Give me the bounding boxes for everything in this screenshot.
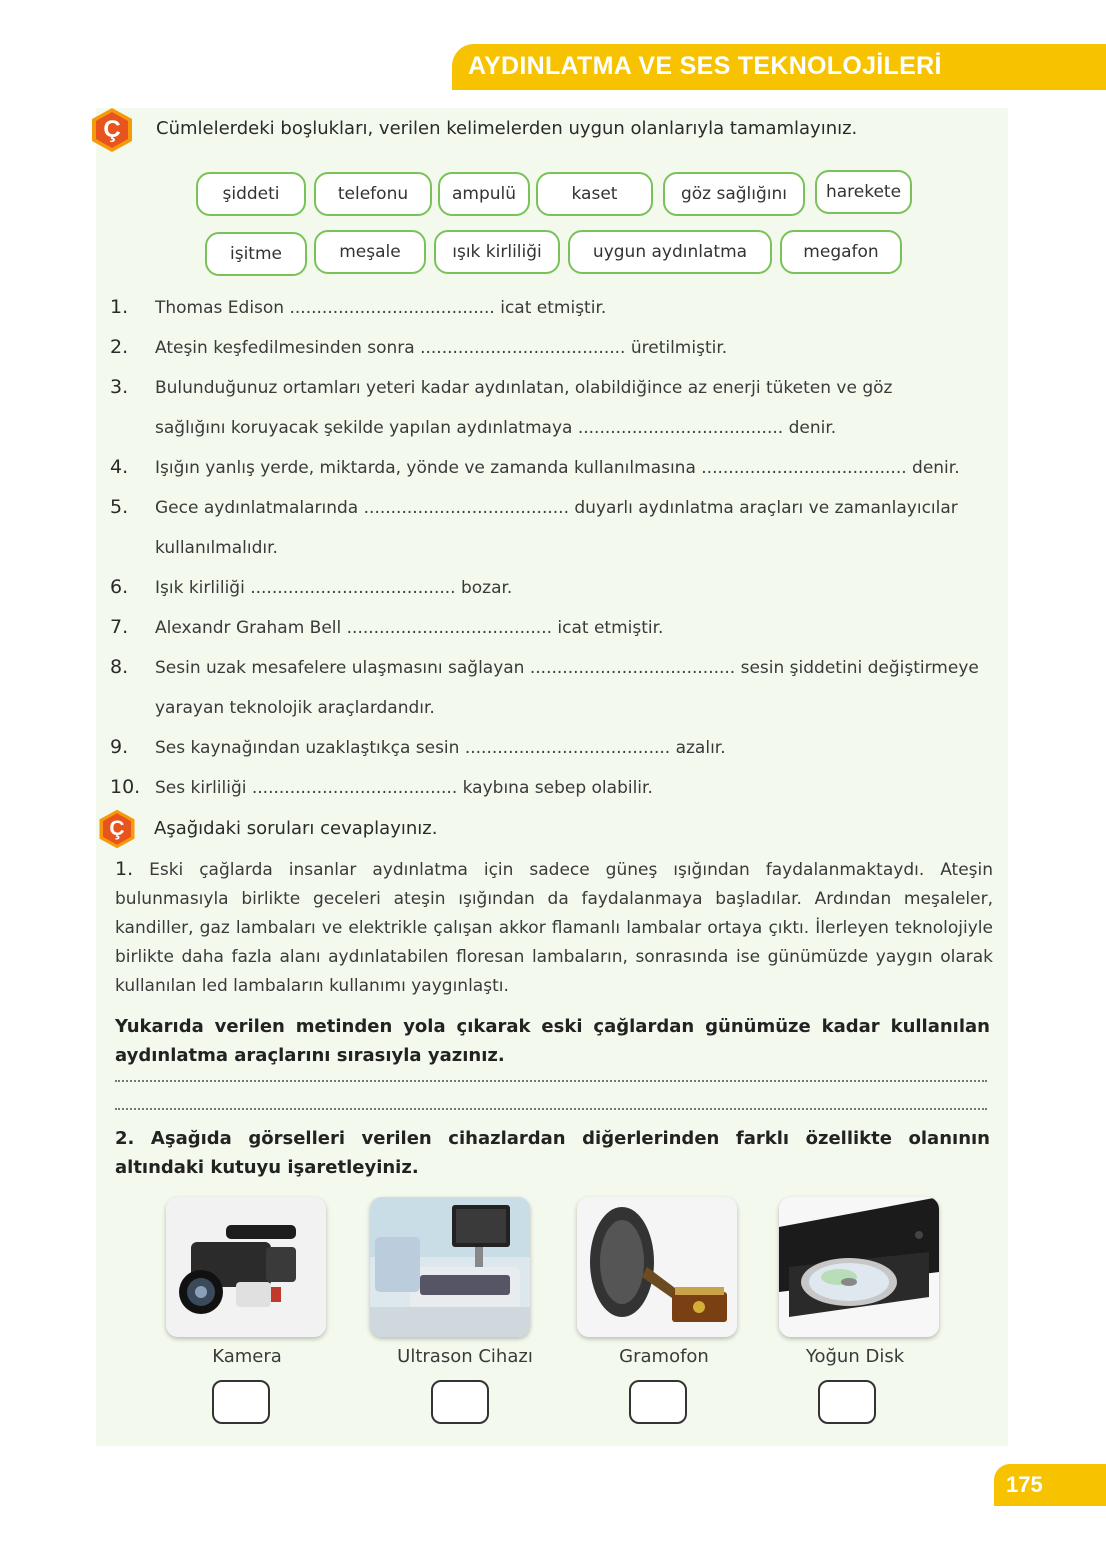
question-9 <box>110 736 726 758</box>
question-number: 1. <box>110 296 129 318</box>
word-pill <box>568 230 772 274</box>
word-pill <box>663 172 805 216</box>
question-number: 3. <box>110 376 129 398</box>
word-pill <box>205 232 307 276</box>
question-3-cont: sağlığını koruyacak şekilde yapılan aydınlatmaya ...................................... denir. <box>155 418 837 438</box>
question-5 <box>110 496 958 518</box>
q2-prompt: 2. Aşağıda görselleri verilen cihazlardan diğerlerinden farklı özellikte olanının altındaki kutuyu işaretleyiniz. <box>115 1128 990 1178</box>
checkbox-disk[interactable] <box>818 1380 876 1424</box>
answer-line[interactable] <box>115 1080 987 1082</box>
word-label: göz sağlığını <box>680 184 788 204</box>
answer-line[interactable] <box>115 1108 987 1110</box>
question-text: Ses kaynağından uzaklaştıkça sesin ...................................... azalır. <box>155 738 726 758</box>
device-label-gramophone: Gramofon <box>619 1346 709 1367</box>
word-pill <box>815 170 912 214</box>
ultrasound-image <box>370 1197 530 1337</box>
section-cc-instruction: Aşağıdaki soruları cevaplayınız. <box>154 818 438 839</box>
device-label-disk: Yoğun Disk <box>805 1346 905 1367</box>
q1-prompt: Yukarıda verilen metinden yola çıkarak eski çağlardan günümüze kadar kullanılan aydınlatma araçlarını sırasıyla yazınız. <box>115 1016 990 1066</box>
question-7 <box>110 616 663 638</box>
question-number: 6. <box>110 576 129 598</box>
word-pill <box>438 172 530 216</box>
section-cc-letter: Ç <box>109 817 125 840</box>
section-c-letter: Ç <box>103 116 121 143</box>
question-number: 7. <box>110 616 129 638</box>
question-text: Thomas Edison ...................................... icat etmiştir. <box>155 298 607 318</box>
word-label: uygun aydınlatma <box>592 242 748 262</box>
question-3 <box>110 376 892 398</box>
question-text: Alexandr Graham Bell ...................................... icat etmiştir. <box>155 618 664 638</box>
question-number: 5. <box>110 496 129 518</box>
camera-image <box>166 1197 326 1337</box>
question-number: 2. <box>110 336 129 358</box>
word-label: ışık kirliliği <box>452 242 542 262</box>
device-label-ultrasound: Ultrason Cihazı <box>397 1346 533 1367</box>
device-label-camera: Kamera <box>212 1346 282 1367</box>
checkbox-camera[interactable] <box>212 1380 270 1424</box>
word-pill <box>314 172 432 216</box>
question-number: 9. <box>110 736 129 758</box>
word-pill <box>196 172 306 216</box>
question-5-cont: kullanılmalıdır. <box>155 538 278 558</box>
q1-paragraph <box>115 855 993 1001</box>
question-6 <box>110 576 512 598</box>
question-number: 4. <box>110 456 129 478</box>
word-label: meşale <box>339 242 401 262</box>
word-pill <box>434 230 560 274</box>
question-number: 8. <box>110 656 129 678</box>
question-text: Işık kirliliği ...................................... bozar. <box>155 578 513 598</box>
question-text: Ateşin keşfedilmesinden sonra ...................................... üretilmiştir. <box>155 338 728 358</box>
page-title: AYDINLATMA VE SES TEKNOLOJİLERİ <box>468 52 942 80</box>
word-label: şiddeti <box>222 184 280 204</box>
question-text: Gece aydınlatmalarında ...................................... duyarlı aydınlatma araçları ve zamanlayıcılar <box>155 498 958 518</box>
question-text: Bulunduğunuz ortamları yeteri kadar aydınlatan, olabildiğince az enerji tüketen ve göz <box>155 378 893 398</box>
question-text: Sesin uzak mesafelere ulaşmasını sağlayan ...................................... sesin şiddetini değiştirmeye <box>155 658 979 678</box>
word-label: megafon <box>803 242 879 262</box>
word-pill <box>780 230 902 274</box>
question-2 <box>110 336 727 358</box>
question-8 <box>110 656 979 678</box>
question-8-cont: yarayan teknolojik araçlardandır. <box>155 698 435 718</box>
q1-number: 1. <box>115 858 134 880</box>
word-label: telefonu <box>337 184 409 204</box>
page-number: 175 <box>1006 1472 1043 1497</box>
question-number: 10. <box>110 776 141 798</box>
section-c-badge-icon <box>88 106 136 154</box>
checkbox-ultrasound[interactable] <box>431 1380 489 1424</box>
question-4 <box>110 456 960 478</box>
checkbox-gramophone[interactable] <box>629 1380 687 1424</box>
question-text: Işığın yanlış yerde, miktarda, yönde ve zamanda kullanılmasına ...................................... denir. <box>155 458 960 478</box>
word-label: ampulü <box>451 184 517 204</box>
word-pill <box>536 172 653 216</box>
dvd-player-image <box>779 1197 939 1337</box>
q1-text: Eski çağlarda insanlar aydınlatma için sadece güneş ışığından faydalanmaktaydı. Ateşin bulunmasıyla birlikte geceleri ateşin ışığından da faydalanmaya başladılar. Ardından meşaleler, kandiller, gaz lambaları ve elektrikle çalışan akkor flamanlı lambalar ortaya çıktı. İlerleyen teknolojiyle birlikte daha fazla alanı aydınlatabilen floresan lambaların, sonrasında ise günümüzde yaygın olarak kullanılan led lambaların kullanımı yaygınlaştı. <box>115 860 994 996</box>
question-text: Ses kirliliği ...................................... kaybına sebep olabilir. <box>155 778 653 798</box>
section-c-instruction: Cümlelerdeki boşlukları, verilen kelimelerden uygun olanlarıyla tamamlayınız. <box>156 118 858 139</box>
question-10 <box>110 776 653 798</box>
word-pill <box>314 230 426 274</box>
gramophone-image <box>577 1197 737 1337</box>
section-cc-badge-icon <box>96 808 138 850</box>
question-1 <box>110 296 606 318</box>
word-label: kaset <box>571 184 618 204</box>
word-label: işitme <box>230 244 282 264</box>
word-label: harekete <box>825 182 902 202</box>
